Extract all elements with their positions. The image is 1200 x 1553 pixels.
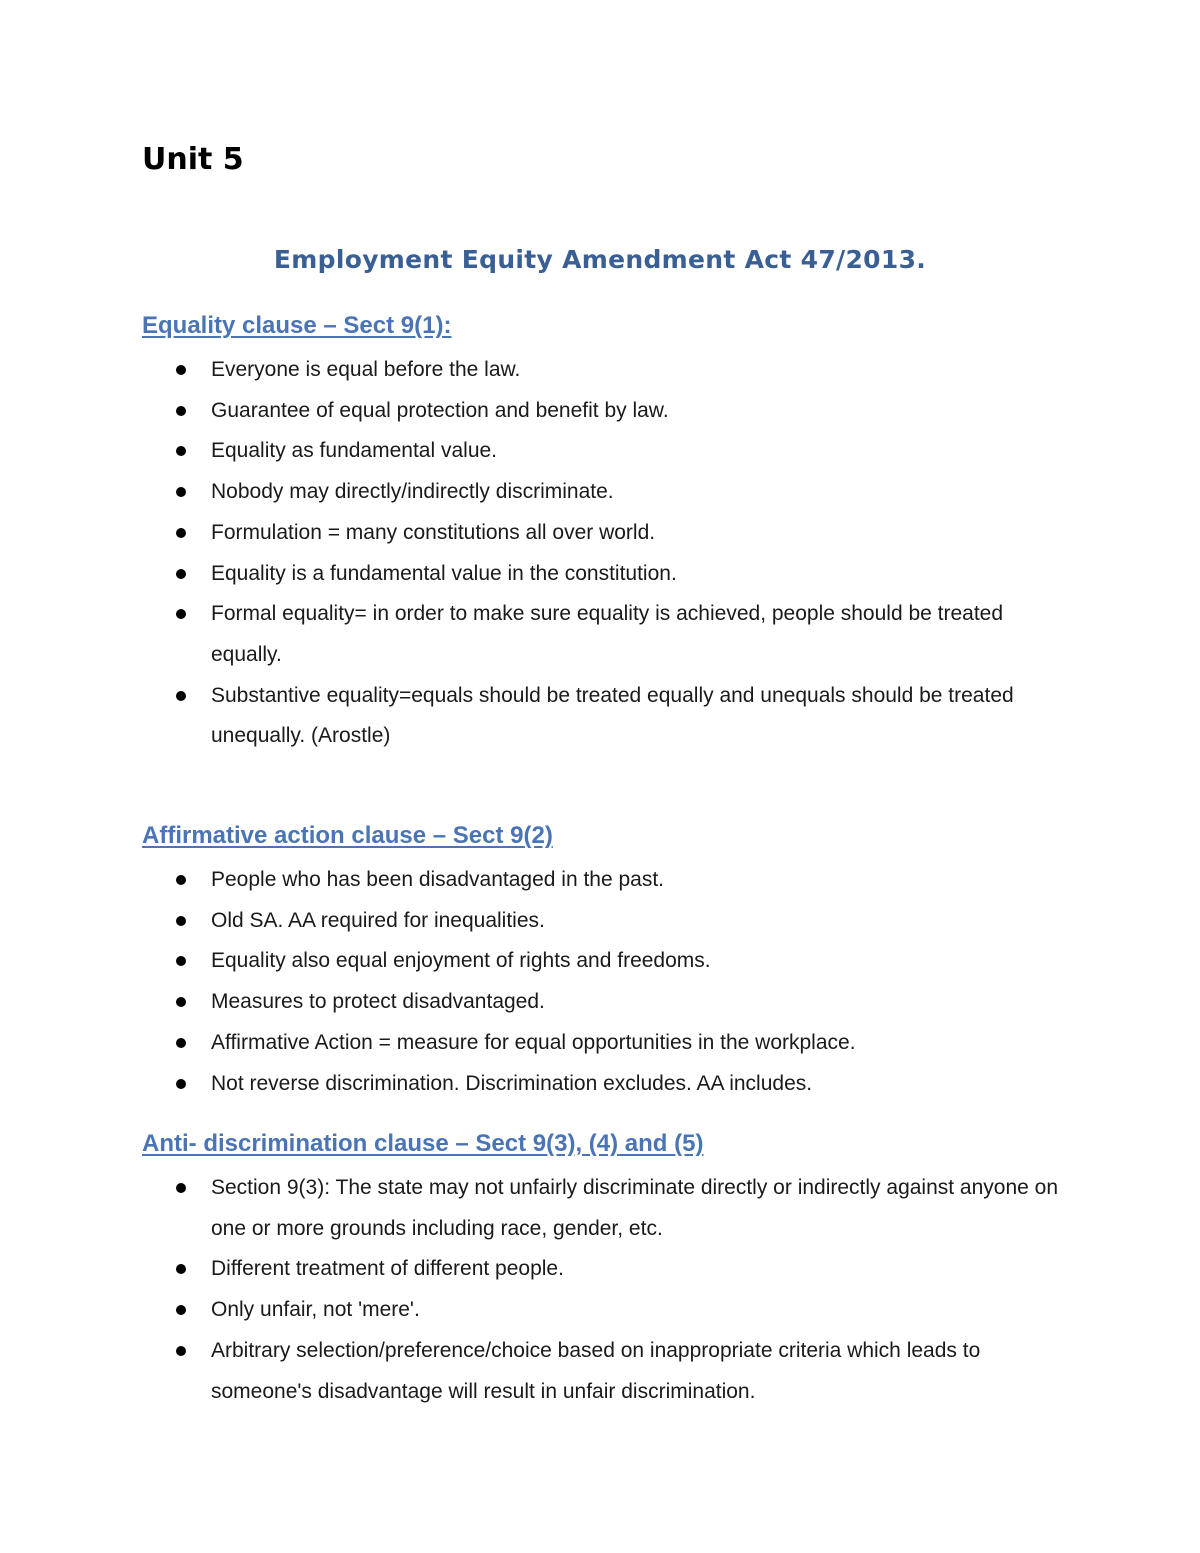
list-item-text: Not reverse discrimination. Discrimination excludes. AA includes. [211,1071,813,1095]
list-item [142,901,1072,942]
list-item [142,941,1072,982]
bullet-icon [176,365,186,375]
section-equality-clause [142,306,1072,757]
bullet-icon [176,956,186,966]
list-item-text: People who has been disadvantaged in the past. [211,868,665,891]
bullet-icon [176,406,186,416]
list-item [142,676,1072,757]
list-item-text: Arbitrary selection/preference/choice based on inappropriate criteria which leads to someone's disadvantage will result in unfair discrimination. [211,1338,981,1403]
list-item-text: Substantive equality=equals should be treated equally and unequals should be treated unequally. (Arostle) [211,683,1014,748]
list-item-text: Formal equality= in order to make sure equality is achieved, people should be treated equally. [211,602,1004,666]
bullet-icon [176,1305,186,1315]
bullet-icon [176,1079,186,1089]
bullet-icon [176,487,186,497]
list-item-text: Everyone is equal before the law. [211,358,521,381]
list-item-text: Affirmative Action = measure for equal opportunities in the workplace. [211,1030,856,1054]
list-item [142,1168,1072,1249]
list-item [142,554,1072,595]
section-affirmative-action-clause [142,816,1072,1104]
list-item [142,1249,1072,1290]
section-anti-discrimination-clause [142,1124,1072,1412]
list-item [142,431,1072,472]
list-item [142,594,1072,675]
list-item-text: Formulation = many constitutions all over world. [211,520,656,544]
bullet-icon [176,1346,186,1356]
list-item-text: Equality also equal enjoyment of rights and freedoms. [211,949,711,973]
bullet-icon [176,446,186,456]
bullet-list [142,350,1072,757]
list-item [142,1331,1072,1412]
bullet-list [142,1168,1072,1412]
list-item [142,982,1072,1023]
section-heading: Anti- discrimination clause – Sect 9(3), (4) and (5) [142,1130,704,1157]
bullet-icon [176,528,186,538]
list-item [142,1023,1072,1064]
bullet-icon [176,1183,186,1193]
list-item-text: Equality is a fundamental value in the constitution. [211,561,677,585]
bullet-icon [176,691,186,701]
list-item-text: Old SA. AA required for inequalities. [211,908,545,932]
list-item-text: Measures to protect disadvantaged. [211,990,545,1014]
bullet-icon [176,1264,186,1274]
list-item-text: Only unfair, not 'mere'. [211,1298,420,1322]
list-item-text: Equality as fundamental value. [211,439,498,463]
list-item [142,1064,1072,1105]
list-item [142,1290,1072,1331]
list-item-text: Different treatment of different people. [211,1257,564,1281]
bullet-icon [176,1038,186,1048]
list-item [142,513,1072,554]
bullet-list [142,860,1072,1104]
list-item-text: Nobody may directly/indirectly discriminate. [211,480,614,504]
bullet-icon [176,916,186,926]
document-title: Employment Equity Amendment Act 47/2013. [273,245,927,274]
unit-title: Unit 5 [142,142,244,177]
bullet-icon [176,609,186,619]
bullet-icon [176,875,186,885]
section-heading: Equality clause – Sect 9(1): [142,312,452,339]
list-item-text: Section 9(3): The state may not unfairly discriminate directly or indirectly against anyone on one or more grounds including race, gender, etc. [211,1176,1059,1240]
list-item-text: Guarantee of equal protection and benefit by law. [211,398,669,422]
list-item [142,860,1072,901]
bullet-icon [176,997,186,1007]
bullet-icon [176,569,186,579]
section-heading: Affirmative action clause – Sect 9(2) [142,822,553,849]
list-item [142,391,1072,432]
list-item [142,350,1072,391]
list-item [142,472,1072,513]
